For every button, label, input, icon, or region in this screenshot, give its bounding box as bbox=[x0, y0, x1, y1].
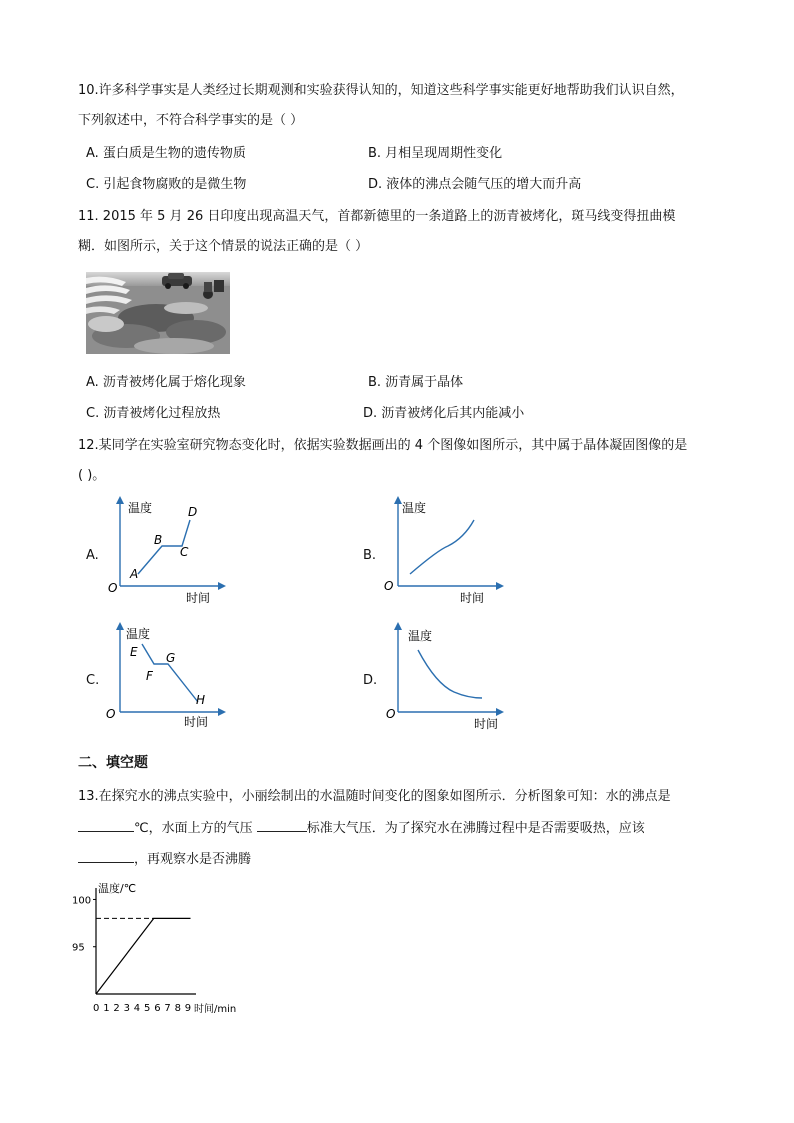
boil-x-tick: 8 bbox=[174, 1003, 181, 1014]
graph-b-x-arrow bbox=[496, 582, 504, 590]
q13-stem-part1: 13.在探究水的沸点实验中，小丽绘制出的水温随时间变化的图象如图所示．分析图象可知：水的沸点是 bbox=[78, 789, 671, 804]
graph-c-point-g: G bbox=[166, 651, 176, 665]
graph-b-y-arrow bbox=[394, 496, 402, 504]
graph-c bbox=[100, 620, 230, 732]
graph-d-origin: O bbox=[386, 707, 396, 721]
boil-x-tick: 0 bbox=[93, 1003, 100, 1014]
graph-a-point-d: D bbox=[188, 505, 198, 519]
graph-c-origin: O bbox=[106, 707, 116, 721]
boil-x-tick: 6 bbox=[154, 1003, 161, 1014]
graph-a-ylabel: 温度 bbox=[128, 501, 153, 515]
boil-x-tick: 2 bbox=[113, 1003, 120, 1014]
q11-option-a: A. 沥青被烤化属于熔化现象 bbox=[86, 375, 246, 390]
boil-x-tick: 1 bbox=[103, 1003, 110, 1014]
q10-option-a: A. 蛋白质是生物的遗传物质 bbox=[86, 146, 246, 161]
graph-b-ylabel: 温度 bbox=[402, 501, 427, 515]
boil-x-tick: 3 bbox=[123, 1003, 130, 1014]
graph-b-origin: O bbox=[384, 579, 394, 593]
q11-option-b: B. 沥青属于晶体 bbox=[368, 375, 464, 390]
q13-line2 bbox=[78, 819, 645, 838]
q13-line3 bbox=[78, 850, 251, 869]
graph-a-point-a: A bbox=[130, 567, 139, 581]
graph-a-xlabel: 时间 bbox=[186, 591, 211, 605]
q13-blank-pressure[interactable] bbox=[257, 819, 307, 832]
graph-a-label: A. bbox=[86, 548, 99, 563]
boil-x-tick: 5 bbox=[144, 1003, 151, 1014]
graph-c-y-arrow bbox=[116, 622, 124, 630]
q13-stem-part2: ℃，水面上方的气压 bbox=[134, 821, 253, 836]
graph-c-point-f: F bbox=[146, 669, 153, 683]
q13-stem-part3: 标准大气压．为了探究水在沸腾过程中是否需要吸热，应该 bbox=[306, 821, 645, 836]
graph-d-label: D. bbox=[363, 673, 378, 688]
graph-a-origin: O bbox=[108, 581, 118, 595]
graph-a-x-arrow bbox=[218, 582, 226, 590]
graph-c-ylabel: 温度 bbox=[126, 627, 151, 641]
melted-asphalt-road-photo bbox=[86, 272, 230, 354]
q12-stem-line1: 12.某同学在实验室研究物态变化时，依据实验数据画出的 4 个图像如图所示，其中属于晶体凝固图像的是 bbox=[78, 438, 688, 453]
graph-c-xlabel: 时间 bbox=[184, 715, 209, 729]
boil-xlabel: 时间/min bbox=[194, 1004, 237, 1015]
graph-b bbox=[378, 494, 508, 606]
graph-d bbox=[378, 620, 508, 732]
graph-d-ylabel: 温度 bbox=[408, 629, 433, 643]
graph-a-point-b: B bbox=[154, 533, 163, 547]
q10-option-b: B. 月相呈现周期性变化 bbox=[368, 146, 503, 161]
graph-c-label: C. bbox=[86, 673, 100, 688]
boiling-point-chart bbox=[70, 878, 270, 1018]
graph-a-point-c: C bbox=[180, 545, 189, 559]
boil-series-line bbox=[96, 918, 191, 994]
q13-stem-part4: ，再观察水是否沸腾 bbox=[134, 852, 252, 867]
graph-d-curve bbox=[418, 650, 482, 698]
graph-d-xlabel: 时间 bbox=[474, 717, 499, 731]
q13-blank-boiling-point[interactable] bbox=[78, 819, 134, 832]
q12-stem-line2: ( )。 bbox=[78, 468, 106, 483]
q10-option-c: C. 引起食物腐败的是微生物 bbox=[86, 177, 247, 192]
q10-stem-line1: 10.许多科学事实是人类经过长期观测和实验获得认知的，知道这些科学事实能更好地帮助我们认识自然， bbox=[78, 83, 684, 98]
boil-x-tick: 7 bbox=[164, 1003, 171, 1014]
graph-c-x-arrow bbox=[218, 708, 226, 716]
graph-b-label: B. bbox=[363, 548, 377, 563]
graph-a bbox=[100, 494, 230, 606]
graph-d-y-arrow bbox=[394, 622, 402, 630]
graph-b-xlabel: 时间 bbox=[460, 591, 485, 605]
q10-stem-line2: 下列叙述中，不符合科学事实的是（ ） bbox=[78, 113, 304, 128]
graph-d-x-arrow bbox=[496, 708, 504, 716]
graph-c-point-e: E bbox=[130, 645, 138, 659]
boil-ylabel: 温度/℃ bbox=[98, 882, 137, 895]
graph-b-curve bbox=[410, 520, 474, 574]
boil-x-tick: 9 bbox=[184, 1003, 192, 1014]
q13-blank-method[interactable] bbox=[78, 850, 134, 863]
graph-c-point-h: H bbox=[196, 693, 206, 707]
boil-x-tick: 4 bbox=[133, 1003, 141, 1014]
section-fill-blank-title: 二、填空题 bbox=[78, 755, 148, 771]
q11-stem-line2: 糊．如图所示，关于这个情景的说法正确的是（ ） bbox=[78, 239, 369, 254]
q11-option-d: D. 沥青被烤化后其内能减小 bbox=[363, 406, 525, 421]
q11-option-c: C. 沥青被烤化过程放热 bbox=[86, 406, 221, 421]
boil-y-tick: 95 bbox=[72, 942, 85, 954]
graph-a-y-arrow bbox=[116, 496, 124, 504]
q11-stem-line1: 11. 2015 年 5 月 26 日印度出现高温天气，首都新德里的一条道路上的沥青被烤化，斑马线变得扭曲模 bbox=[78, 209, 676, 224]
boil-y-tick: 100 bbox=[72, 895, 92, 907]
q10-option-d: D. 液体的沸点会随气压的增大而升高 bbox=[368, 177, 582, 192]
